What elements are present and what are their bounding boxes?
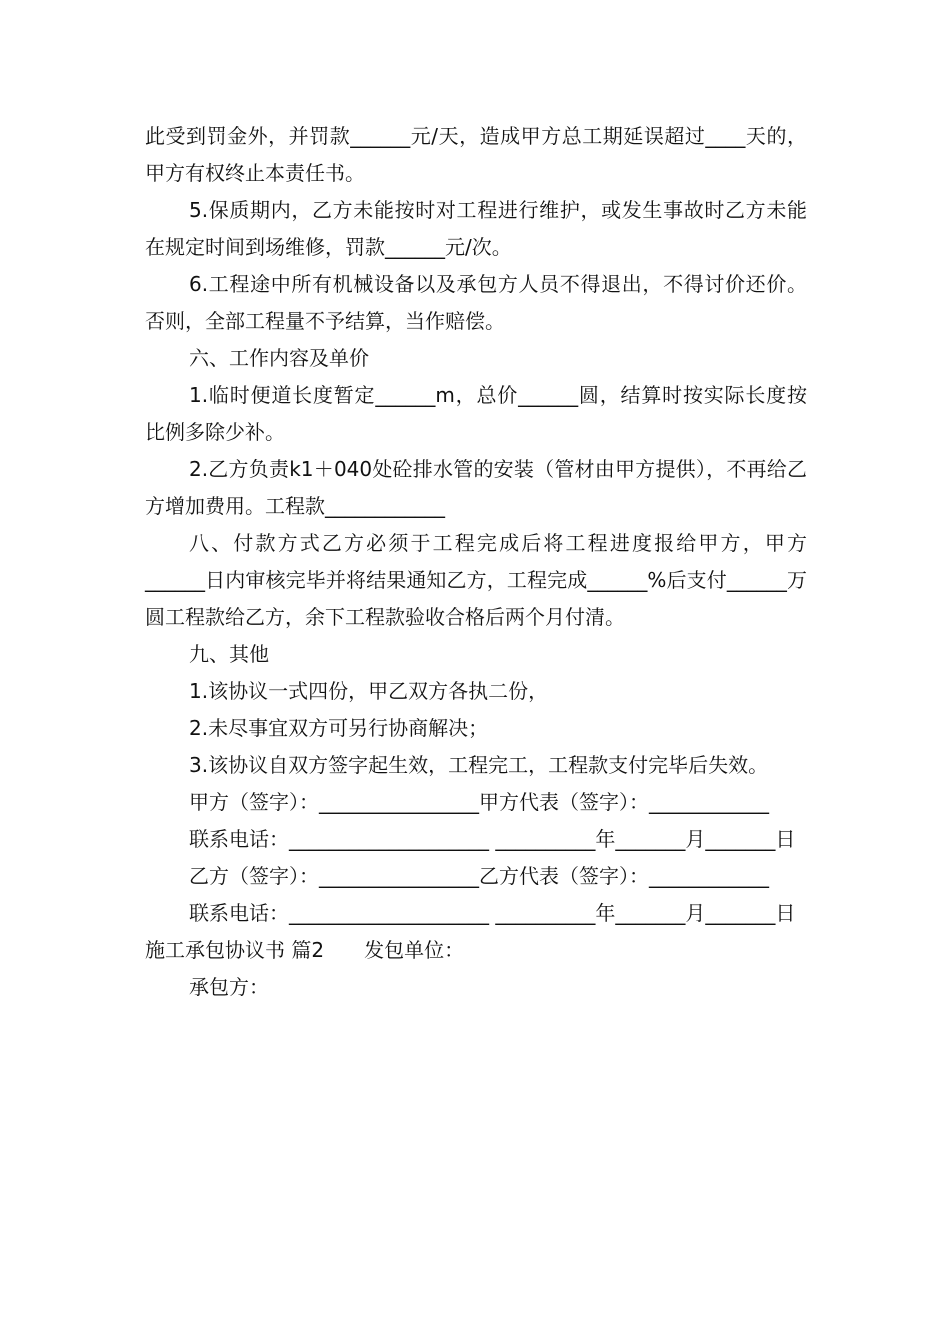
paragraph-other-2: 2.未尽事宜双方可另行协商解决； — [189, 716, 489, 740]
document-title-part-2: 施工承包协议书 篇2 发包单位： — [145, 938, 465, 962]
paragraph-payment-method: 八、付款方式乙方必须于工程完成后将工程进度报给甲方，甲方______日内审核完毕并将结果通知乙方，工程完成______%后支付______万圆工程款给乙方，余下工程款验收合格后两个月付清。 — [145, 531, 807, 629]
signature-party-b: 乙方（签字）：________________乙方代表（签字）：____________ — [189, 864, 769, 888]
paragraph-penalty-continued: 此受到罚金外，并罚款______元/天，造成甲方总工期延误超过____天的，甲方有权终止本责任书。 — [145, 124, 807, 185]
paragraph-other-1: 1.该协议一式四份，甲乙双方各执二份， — [189, 679, 549, 703]
paragraph-other-3: 3.该协议自双方签字起生效，工程完工，工程款支付完毕后失效。 — [189, 753, 769, 777]
paragraph-work-item-1: 1.临时便道长度暂定______m，总价______圆，结算时按实际长度按比例多除少补。 — [145, 383, 807, 444]
contact-line-party-a: 联系电话：____________________ __________年_______月_______日 — [189, 827, 796, 851]
signature-party-a: 甲方（签字）：________________甲方代表（签字）：____________ — [189, 790, 769, 814]
section-heading-work-content: 六、工作内容及单价 — [189, 346, 369, 370]
document-body — [145, 118, 807, 1006]
paragraph-clause-5: 5.保质期内，乙方未能按时对工程进行维护，或发生事故时乙方未能在规定时间到场维修，罚款______元/次。 — [145, 198, 807, 259]
paragraph-clause-6: 6.工程途中所有机械设备以及承包方人员不得退出，不得讨价还价。否则，全部工程量不予结算，当作赔偿。 — [145, 272, 807, 333]
paragraph-contractor: 承包方： — [189, 975, 269, 999]
paragraph-work-item-2: 2.乙方负责k1＋040处砼排水管的安装（管材由甲方提供），不再给乙方增加费用。工程款____________ — [145, 457, 807, 518]
contact-line-party-b: 联系电话：____________________ __________年_______月_______日 — [189, 901, 796, 925]
section-heading-other: 九、其他 — [189, 642, 269, 666]
